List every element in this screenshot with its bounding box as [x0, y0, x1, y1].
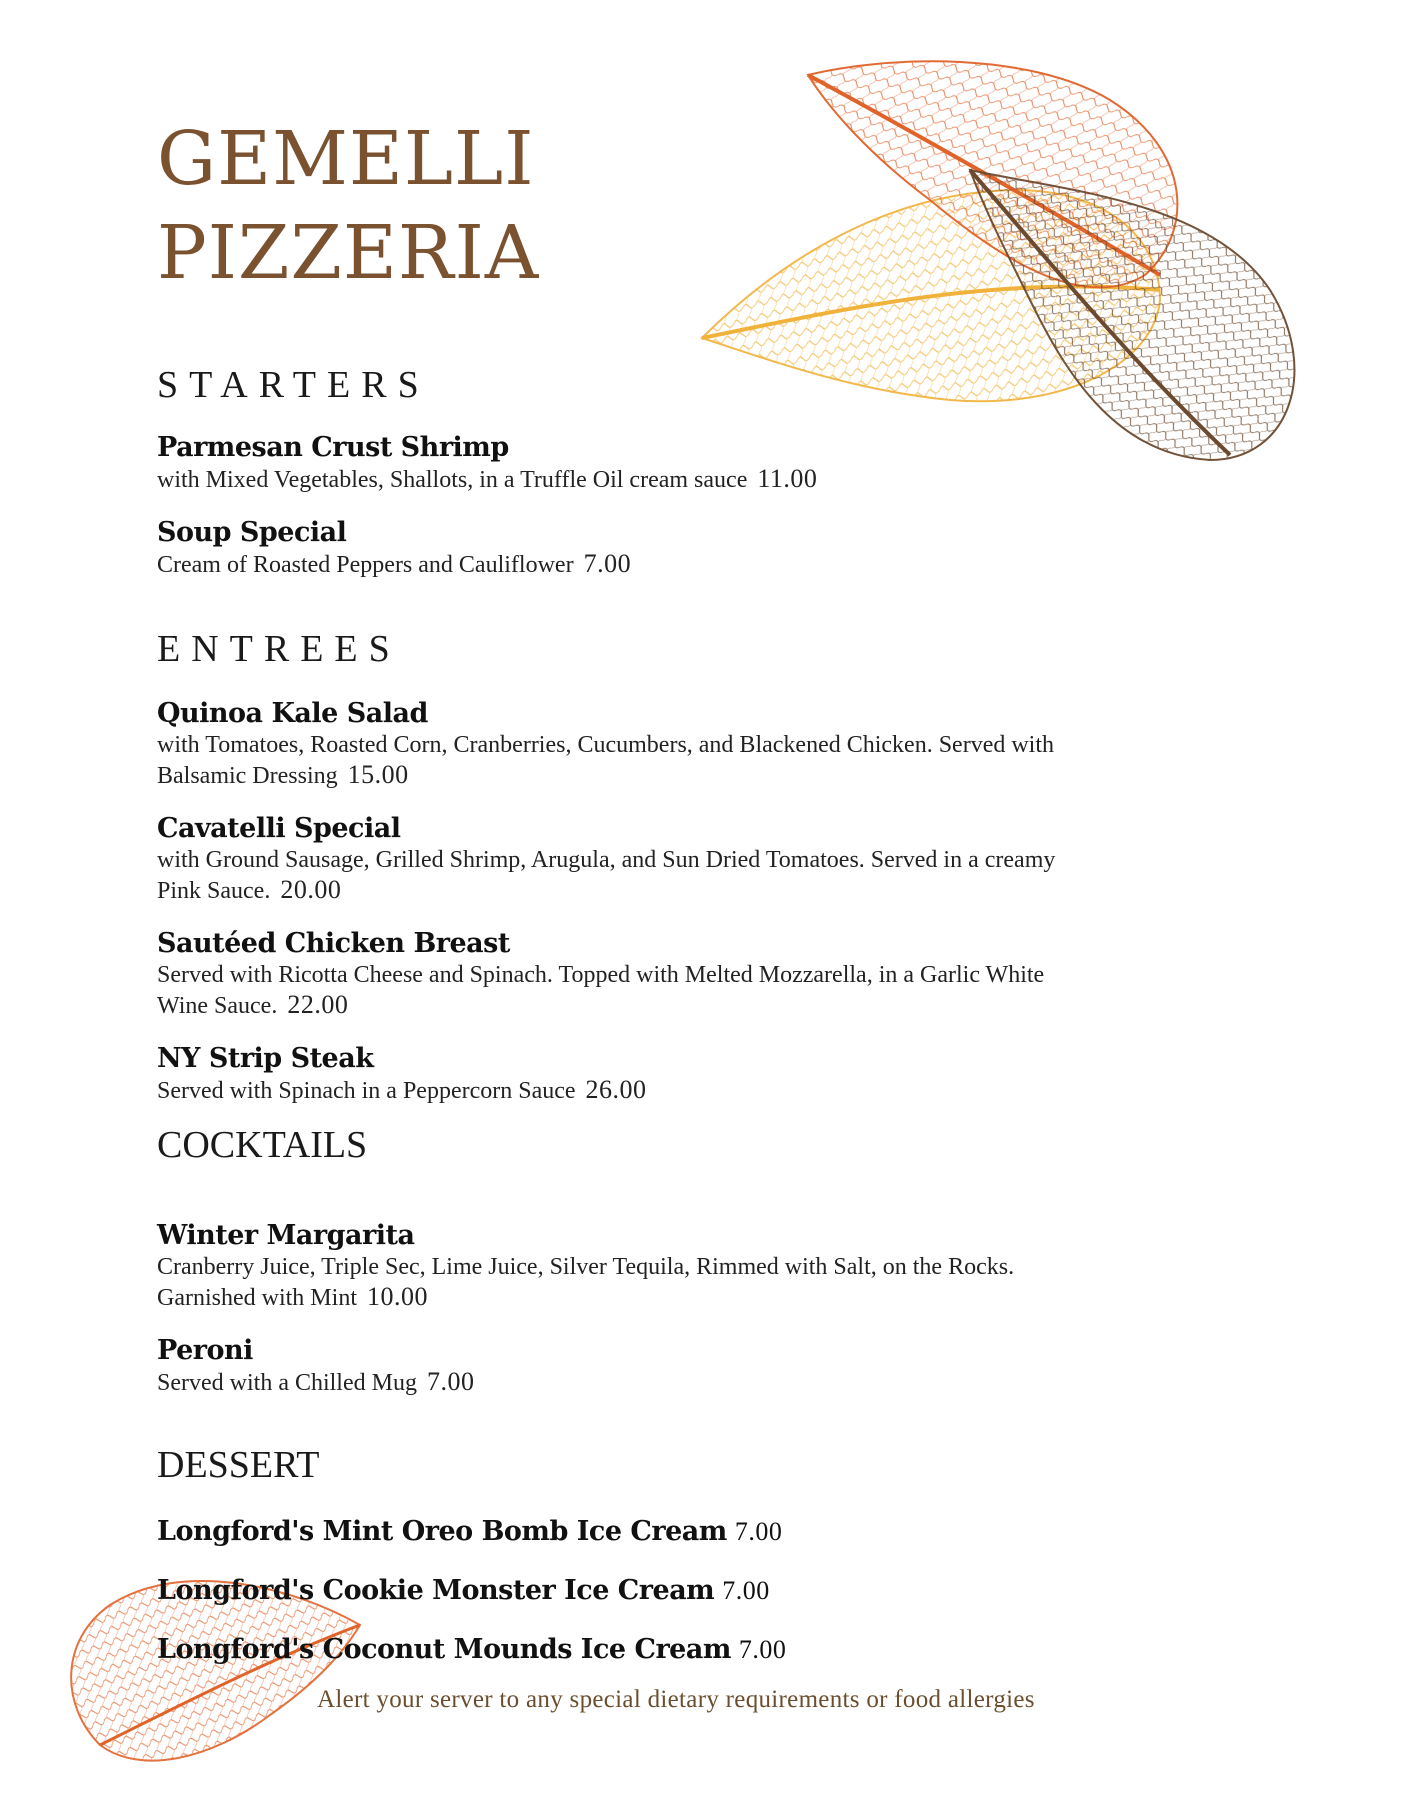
item-description-line-1: Served with Ricotta Cheese and Spinach. Topped with Melted Mozzarella, in a Garlic White	[157, 962, 1045, 988]
item-price: 7.00	[734, 1517, 783, 1546]
title-line-1: GEMELLI	[157, 116, 535, 202]
restaurant-title	[157, 112, 539, 300]
item-price: 26.00	[585, 1075, 647, 1104]
dessert-item: Longford's Coconut Mounds Ice Cream 7.00	[157, 1634, 787, 1665]
item-price: 11.00	[757, 464, 818, 493]
item-description-line-2: Pink Sauce. 20.00	[157, 875, 342, 904]
item-price: 10.00	[366, 1282, 428, 1311]
menu-item	[157, 813, 1287, 906]
menu-item	[157, 698, 1287, 791]
item-name: Peroni	[157, 1335, 253, 1366]
dessert-item: Longford's Mint Oreo Bomb Ice Cream 7.00	[157, 1516, 783, 1547]
item-description-line-1: with Ground Sausage, Grilled Shrimp, Arugula, and Sun Dried Tomatoes. Served in a creamy	[157, 847, 1056, 873]
item-description: Cream of Roasted Peppers and Cauliflower 7.00	[157, 549, 632, 578]
cocktails-heading: COCKTAILS	[157, 1124, 368, 1166]
dessert-heading: DESSERT	[157, 1444, 320, 1486]
item-description-line-2: Balsamic Dressing 15.00	[157, 760, 409, 789]
item-name: Sautéed Chicken Breast	[157, 928, 510, 959]
starters-heading: STARTERS	[157, 364, 430, 406]
item-price: 7.00	[426, 1367, 475, 1396]
dessert-item: Longford's Cookie Monster Ice Cream 7.00	[157, 1575, 770, 1606]
menu-item	[157, 1335, 1287, 1398]
menu-item	[157, 1043, 1287, 1106]
menu-item	[157, 928, 1287, 1021]
item-description-line-1: Cranberry Juice, Triple Sec, Lime Juice, Silver Tequila, Rimmed with Salt, on the Rocks.	[157, 1254, 1015, 1280]
item-name: Quinoa Kale Salad	[157, 698, 428, 729]
menu-item	[157, 432, 1287, 495]
item-name: Cavatelli Special	[157, 813, 401, 844]
item-description-line-1: with Tomatoes, Roasted Corn, Cranberries, Cucumbers, and Blackened Chicken. Served with	[157, 732, 1055, 758]
item-price: 15.00	[347, 760, 409, 789]
item-name: Parmesan Crust Shrimp	[157, 432, 509, 463]
item-name: Winter Margarita	[157, 1220, 415, 1251]
item-price: 7.00	[738, 1635, 787, 1664]
item-description: Served with Spinach in a Peppercorn Sauce 26.00	[157, 1075, 647, 1104]
item-description-line-2: Garnished with Mint 10.00	[157, 1282, 428, 1311]
title-line-2: PIZZERIA	[157, 210, 540, 296]
menu-item	[157, 1220, 1287, 1313]
item-price: 7.00	[722, 1576, 770, 1605]
item-description: with Mixed Vegetables, Shallots, in a Truffle Oil cream sauce 11.00	[157, 464, 818, 493]
item-name: NY Strip Steak	[157, 1043, 374, 1074]
menu-content	[157, 360, 1287, 1666]
entrees-heading: ENTREES	[157, 628, 401, 670]
item-price: 20.00	[280, 875, 342, 904]
item-price: 22.00	[287, 990, 349, 1019]
item-description-line-2: Wine Sauce. 22.00	[157, 990, 349, 1019]
item-name: Soup Special	[157, 517, 347, 548]
item-description: Served with a Chilled Mug 7.00	[157, 1367, 475, 1396]
allergy-note: Alert your server to any special dietary requirements or food allergies	[317, 1686, 1035, 1713]
menu-item	[157, 517, 1287, 580]
item-price: 7.00	[583, 549, 632, 578]
